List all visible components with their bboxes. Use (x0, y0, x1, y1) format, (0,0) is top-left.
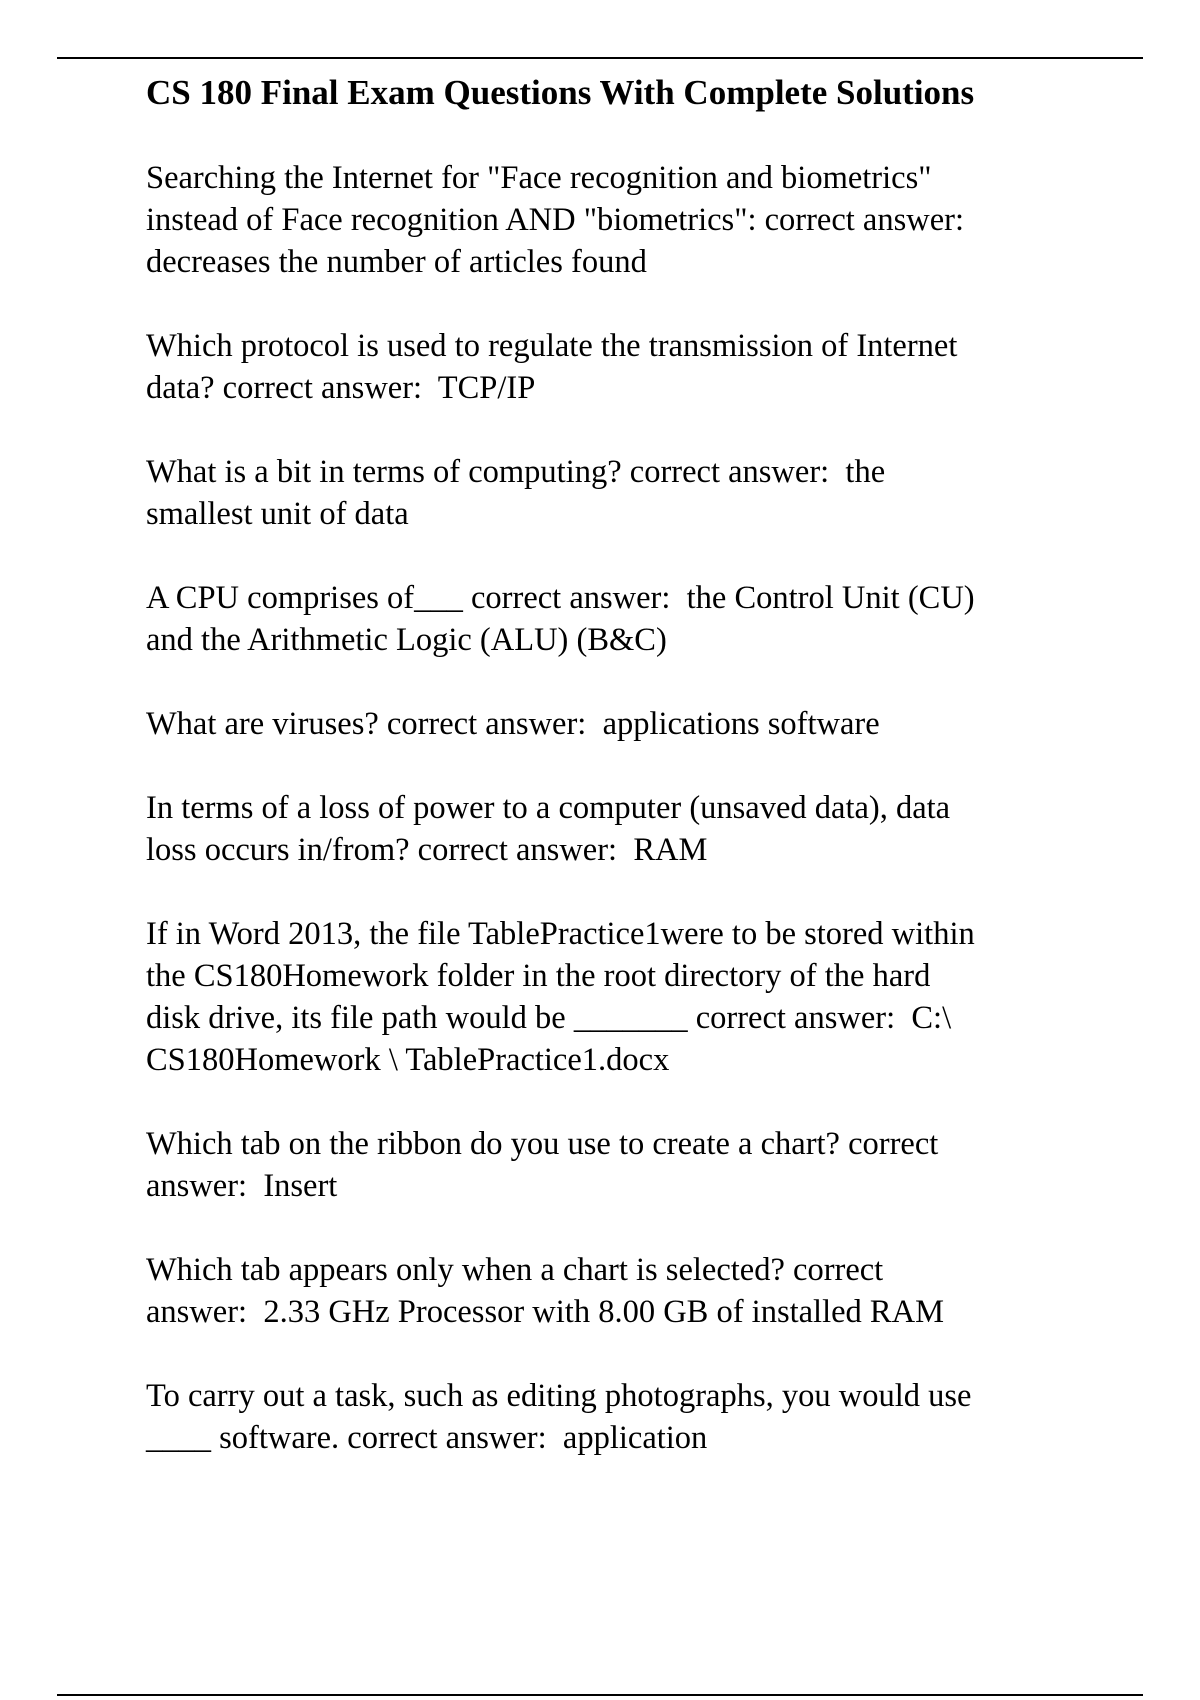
qa-item-4 (146, 577, 1146, 661)
qa-line: If in Word 2013, the file TablePractice1were to be stored within (146, 916, 975, 952)
qa-item-6 (146, 787, 1146, 871)
qa-line: ____ software. correct answer: application (146, 1420, 708, 1456)
qa-line: loss occurs in/from? correct answer: RAM (146, 832, 708, 868)
qa-line: To carry out a task, such as editing photographs, you would use (146, 1378, 972, 1414)
qa-line: and the Arithmetic Logic (ALU) (B&C) (146, 622, 667, 658)
qa-line: What are viruses? correct answer: applications software (146, 706, 880, 742)
qa-line: Searching the Internet for "Face recognition and biometrics" (146, 160, 932, 196)
qa-line: A CPU comprises of___ correct answer: the Control Unit (CU) (146, 580, 975, 616)
qa-item-3 (146, 451, 1146, 535)
qa-item-1 (146, 157, 1146, 283)
qa-line: CS180Homework \ TablePractice1.docx (146, 1042, 670, 1078)
qa-line: the CS180Homework folder in the root directory of the hard (146, 958, 931, 994)
qa-line: answer: Insert (146, 1168, 338, 1204)
top-rule (57, 57, 1143, 59)
qa-line: Which protocol is used to regulate the transmission of Internet (146, 328, 958, 364)
qa-item-9 (146, 1249, 1146, 1333)
qa-line: Which tab on the ribbon do you use to create a chart? correct (146, 1126, 939, 1162)
qa-line: What is a bit in terms of computing? correct answer: the (146, 454, 886, 490)
qa-line: data? correct answer: TCP/IP (146, 370, 536, 406)
qa-line: answer: 2.33 GHz Processor with 8.00 GB of installed RAM (146, 1294, 944, 1330)
qa-line: smallest unit of data (146, 496, 409, 532)
qa-line: In terms of a loss of power to a computer (unsaved data), data (146, 790, 951, 826)
document-body (146, 70, 1146, 1501)
qa-item-10 (146, 1375, 1146, 1459)
bottom-rule (57, 1694, 1143, 1696)
document-title: CS 180 Final Exam Questions With Complete Solutions (146, 73, 975, 112)
qa-item-8 (146, 1123, 1146, 1207)
qa-item-5 (146, 703, 1146, 745)
qa-line: Which tab appears only when a chart is selected? correct (146, 1252, 884, 1288)
qa-item-7 (146, 913, 1146, 1081)
qa-item-2 (146, 325, 1146, 409)
qa-line: instead of Face recognition AND "biometrics": correct answer: (146, 202, 965, 238)
qa-line: disk drive, its file path would be _______ correct answer: C:\ (146, 1000, 952, 1036)
qa-line: decreases the number of articles found (146, 244, 647, 280)
